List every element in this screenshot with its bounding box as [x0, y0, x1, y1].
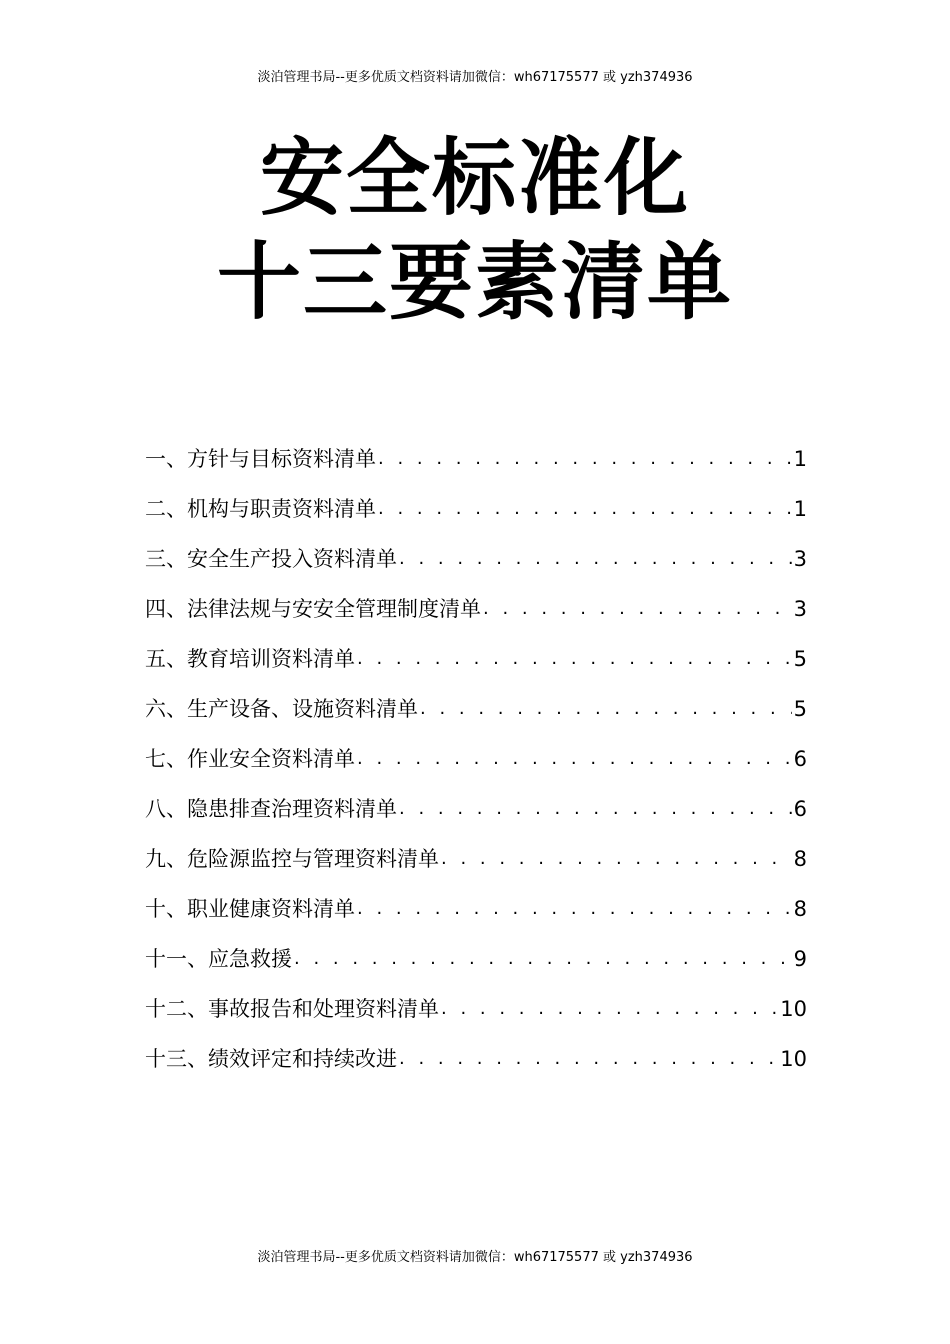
footer-watermark-text: 淡泊管理书局--更多优质文档资料请加微信：wh67175577 或 yzh374936 — [257, 1250, 693, 1265]
toc-entry-13[interactable] — [145, 1028, 807, 1078]
document-title — [0, 126, 950, 334]
header-watermark-text: 淡泊管理书局--更多优质文档资料请加微信：wh67175577 或 yzh374936 — [257, 70, 693, 85]
toc-entry-label: 十二、事故报告和处理资料清单 — [145, 997, 439, 1021]
toc-entry-12[interactable] — [145, 978, 807, 1028]
toc-entry-label: 三、安全生产投入资料清单 — [145, 547, 397, 571]
toc-entry-8[interactable] — [145, 778, 807, 828]
toc-entry-2[interactable] — [145, 478, 807, 528]
toc-entry-page: 6 — [793, 747, 807, 771]
toc-entry-page: 10 — [780, 997, 807, 1021]
toc-entry-3[interactable] — [145, 528, 807, 578]
toc-leader-dots — [399, 790, 792, 828]
toc-entry-4[interactable] — [145, 578, 807, 628]
toc-entry-label: 十三、绩效评定和持续改进 — [145, 1047, 397, 1071]
toc-leader-dots — [399, 540, 792, 578]
toc-entry-page: 8 — [793, 847, 807, 871]
toc-leader-dots — [378, 440, 792, 478]
toc-leader-dots — [294, 940, 792, 978]
toc-entry-page: 9 — [793, 947, 807, 971]
toc-entry-10[interactable] — [145, 878, 807, 928]
toc-leader-dots — [357, 640, 792, 678]
toc-entry-label: 二、机构与职责资料清单 — [145, 497, 376, 521]
toc-entry-label: 七、作业安全资料清单 — [145, 747, 355, 771]
toc-entry-label: 六、生产设备、设施资料清单 — [145, 697, 418, 721]
toc-entry-page: 1 — [793, 497, 807, 521]
title-line-1: 安全标准化 — [259, 129, 690, 227]
title-line-2: 十三要素清单 — [216, 233, 733, 331]
toc-leader-dots — [441, 840, 792, 878]
toc-entry-6[interactable] — [145, 678, 807, 728]
toc-entry-7[interactable] — [145, 728, 807, 778]
toc-leader-dots — [399, 1040, 778, 1078]
toc-leader-dots — [357, 740, 792, 778]
toc-entry-label: 八、隐患排查治理资料清单 — [145, 797, 397, 821]
toc-entry-11[interactable] — [145, 928, 807, 978]
table-of-contents — [145, 428, 807, 1078]
toc-entry-page: 5 — [793, 697, 807, 721]
toc-entry-page: 3 — [793, 547, 807, 571]
toc-entry-page: 5 — [793, 647, 807, 671]
toc-entry-1[interactable] — [145, 428, 807, 478]
toc-entry-page: 3 — [793, 597, 807, 621]
toc-entry-9[interactable] — [145, 828, 807, 878]
toc-entry-page: 10 — [780, 1047, 807, 1071]
toc-entry-5[interactable] — [145, 628, 807, 678]
toc-leader-dots — [441, 990, 778, 1028]
toc-entry-label: 十、职业健康资料清单 — [145, 897, 355, 921]
toc-entry-label: 四、法律法规与安安全管理制度清单 — [145, 597, 481, 621]
toc-entry-label: 五、教育培训资料清单 — [145, 647, 355, 671]
toc-entry-page: 8 — [793, 897, 807, 921]
toc-leader-dots — [378, 490, 792, 528]
toc-entry-label: 一、方针与目标资料清单 — [145, 447, 376, 471]
toc-entry-page: 1 — [793, 447, 807, 471]
toc-leader-dots — [420, 690, 792, 728]
toc-entry-label: 九、危险源监控与管理资料清单 — [145, 847, 439, 871]
toc-leader-dots — [483, 590, 792, 628]
toc-entry-page: 6 — [793, 797, 807, 821]
toc-entry-label: 十一、应急救援 — [145, 947, 292, 971]
toc-leader-dots — [357, 890, 792, 928]
